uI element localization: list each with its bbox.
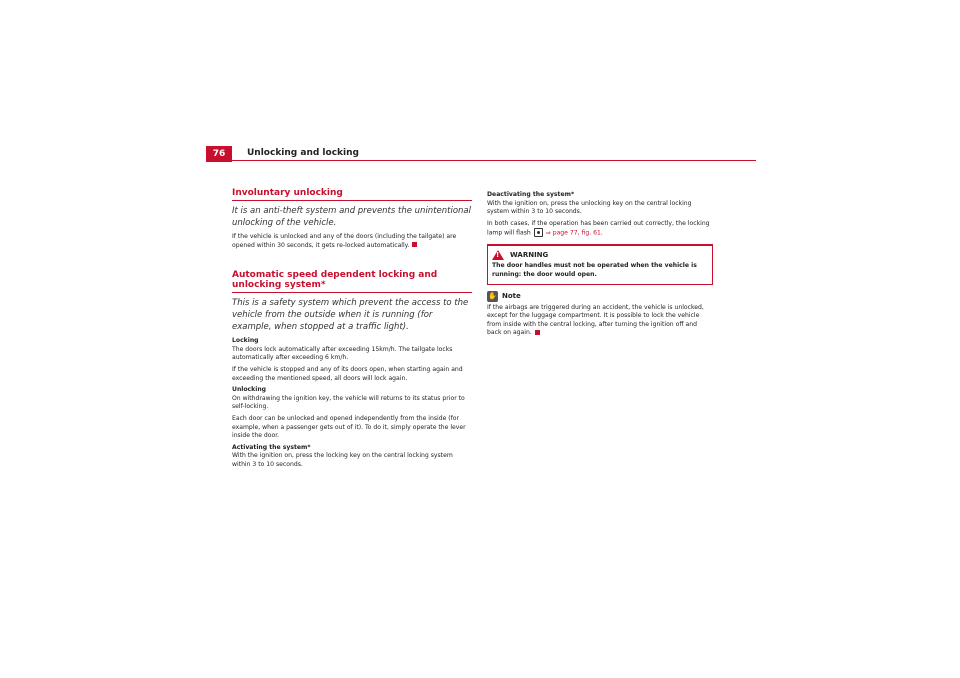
page-reference-link[interactable]: ⇒ page 77, fig. 61: [545, 229, 601, 237]
paragraph: In both cases, if the operation has been carried out correctly, the locking lamp will flash ⇒ page 77, fig. 61.: [487, 219, 710, 237]
note-title: Note: [502, 292, 521, 301]
section-title-involuntary-unlocking: Involuntary unlocking: [232, 188, 472, 201]
subheading-locking: Locking: [232, 337, 259, 345]
paragraph: If the vehicle is stopped and any of its doors open, when starting again and exceeding the mentioned speed, all doors will lock again.: [232, 365, 463, 382]
running-header: Unlocking and locking: [247, 148, 359, 158]
subheading-unlocking: Unlocking: [232, 386, 267, 394]
paragraph: With the ignition on, press the locking key on the central locking system within 3 to 10 seconds.: [232, 452, 453, 468]
paragraph: With the ignition on, press the unlocking key on the central locking system within 3 to 10 seconds.: [487, 199, 692, 216]
section-intro: This is a safety system which prevent the access to the vehicle from the outside when it is running (for example, when stopped at a traffic light).: [232, 298, 469, 333]
right-column: [487, 188, 713, 341]
note-hand-icon: ✋: [488, 291, 497, 300]
header-rule: [206, 160, 756, 161]
warning-title: WARNING: [510, 251, 549, 260]
paragraph: Each door can be unlocked and opened independently from the inside (for example, when a passenger gets out of it). To do it, simply operate the lever inside the door.: [232, 414, 466, 440]
paragraph: The doors lock automatically after exceeding 15km/h. The tailgate locks automatically after exceeding 6 km/h.: [232, 345, 453, 362]
warning-triangle-icon: [492, 250, 504, 260]
paragraph: If the vehicle is unlocked and any of the doors (including the tailgate) are opened within 30 seconds, it gets re-locked automatically.: [232, 233, 457, 249]
section-title-speed-locking: Automatic speed dependent locking and unlocking system*: [232, 270, 472, 293]
note-text: If the airbags are triggered during an accident, the vehicle is unlocked, except for the luggage compartment. It is possible to lock the vehicle from inside with the central locking, after turning the ignition off and back on again.: [487, 303, 704, 337]
warning-text: The door handles must not be operated when the vehicle is running: the door would open.: [492, 262, 697, 279]
subheading-activating: Activating the system*: [232, 443, 311, 451]
section-end-marker: [535, 330, 540, 335]
paragraph: On withdrawing the ignition key, the vehicle will returns to its status prior to self-locking.: [232, 394, 465, 411]
warning-box: [487, 244, 713, 284]
locking-lamp-icon: [534, 228, 543, 237]
page-number: 76: [206, 146, 232, 162]
section-end-marker: [412, 242, 417, 247]
section-intro: It is an anti-theft system and prevents the unintentional unlocking of the vehicle.: [232, 206, 471, 228]
subheading-deactivating: Deactivating the system*: [487, 191, 575, 198]
left-column: [232, 188, 472, 473]
